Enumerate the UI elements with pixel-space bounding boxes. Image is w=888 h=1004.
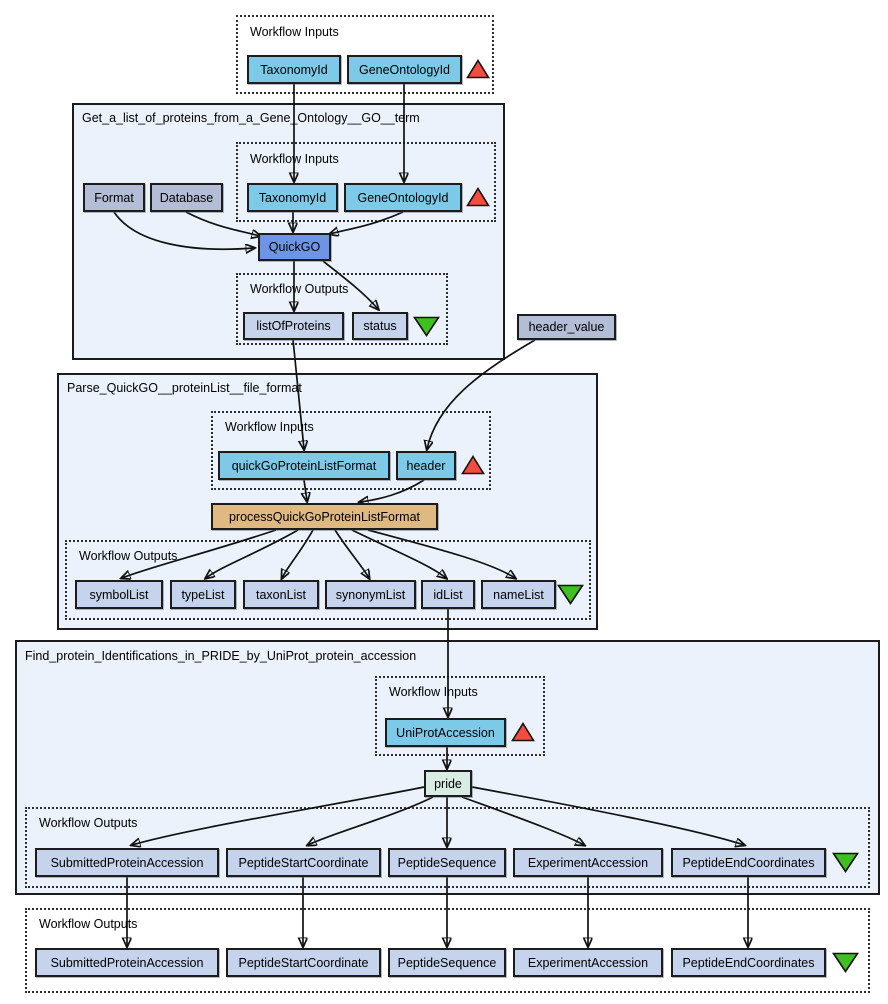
- param-node-format[interactable]: Format: [83, 183, 145, 212]
- group-title-get-list: Get_a_list_of_proteins_from_a_Gene_Ontology__GO__term: [82, 111, 420, 125]
- output-node-experimentaccession[interactable]: ExperimentAccession: [513, 848, 663, 877]
- output-node-peptideendcoordinates[interactable]: PeptideEndCoordinates: [671, 848, 826, 877]
- parse-outputs-title: Workflow Outputs: [79, 549, 178, 563]
- input-node-taxonomyid-nested[interactable]: TaxonomyId: [247, 183, 338, 212]
- output-node-symbollist[interactable]: symbolList: [75, 580, 163, 609]
- output-ports-icon: [557, 584, 584, 605]
- output-node-namelist[interactable]: nameList: [481, 580, 556, 609]
- processor-node-quickgo[interactable]: QuickGO: [258, 233, 331, 261]
- input-node-geneontologyid[interactable]: GeneOntologyId: [347, 55, 462, 84]
- quickgo-inputs-title: Workflow Inputs: [250, 152, 339, 166]
- final-output-node-experimentaccession[interactable]: ExperimentAccession: [513, 948, 663, 977]
- group-title-find-protein: Find_protein_Identifications_in_PRIDE_by_UniProt_protein_accession: [25, 649, 417, 663]
- input-ports-icon: [461, 455, 485, 475]
- input-ports-icon: [466, 187, 490, 207]
- output-node-peptidesequence[interactable]: PeptideSequence: [388, 848, 506, 877]
- input-node-geneontologyid-nested[interactable]: GeneOntologyId: [344, 183, 462, 212]
- group-title-parse: Parse_QuickGO__proteinList__file_format: [67, 381, 302, 395]
- input-node-header[interactable]: header: [396, 451, 456, 480]
- input-node-quickgoproteinlistformat[interactable]: quickGoProteinListFormat: [218, 451, 390, 480]
- pride-outputs-title: Workflow Outputs: [39, 816, 138, 830]
- processor-node-processquickgoproteinlistformat[interactable]: processQuickGoProteinListFormat: [211, 503, 438, 530]
- output-ports-icon: [832, 852, 859, 873]
- output-node-synonymlist[interactable]: synonymList: [325, 580, 416, 609]
- output-node-taxonlist[interactable]: taxonList: [243, 580, 319, 609]
- output-node-idlist[interactable]: idList: [421, 580, 475, 609]
- pride-inputs-title: Workflow Inputs: [389, 685, 478, 699]
- input-ports-icon: [466, 59, 490, 79]
- output-ports-icon: [832, 952, 859, 973]
- final-output-node-peptidesequence[interactable]: PeptideSequence: [388, 948, 506, 977]
- param-node-header-value[interactable]: header_value: [517, 314, 616, 340]
- output-ports-icon: [413, 316, 440, 337]
- output-node-typelist[interactable]: typeList: [170, 580, 236, 609]
- param-node-database[interactable]: Database: [150, 183, 223, 212]
- quickgo-outputs-title: Workflow Outputs: [250, 282, 349, 296]
- input-node-uniprotaccession[interactable]: UniProtAccession: [385, 718, 506, 747]
- input-ports-icon: [511, 722, 535, 742]
- output-node-status[interactable]: status: [352, 312, 408, 340]
- final-output-node-peptideendcoordinates[interactable]: PeptideEndCoordinates: [671, 948, 826, 977]
- input-node-taxonomyid[interactable]: TaxonomyId: [247, 55, 341, 84]
- bottom-outputs-title: Workflow Outputs: [39, 917, 138, 931]
- output-node-submittedproteinaccession[interactable]: SubmittedProteinAccession: [35, 848, 219, 877]
- output-node-listofproteins[interactable]: listOfProteins: [243, 312, 344, 340]
- final-output-node-peptidestartcoordinate[interactable]: PeptideStartCoordinate: [226, 948, 381, 977]
- output-node-peptidestartcoordinate[interactable]: PeptideStartCoordinate: [226, 848, 381, 877]
- parse-inputs-title: Workflow Inputs: [225, 420, 314, 434]
- top-inputs-title: Workflow Inputs: [250, 25, 339, 39]
- final-output-node-submittedproteinaccession[interactable]: SubmittedProteinAccession: [35, 948, 219, 977]
- processor-node-pride[interactable]: pride: [424, 770, 472, 797]
